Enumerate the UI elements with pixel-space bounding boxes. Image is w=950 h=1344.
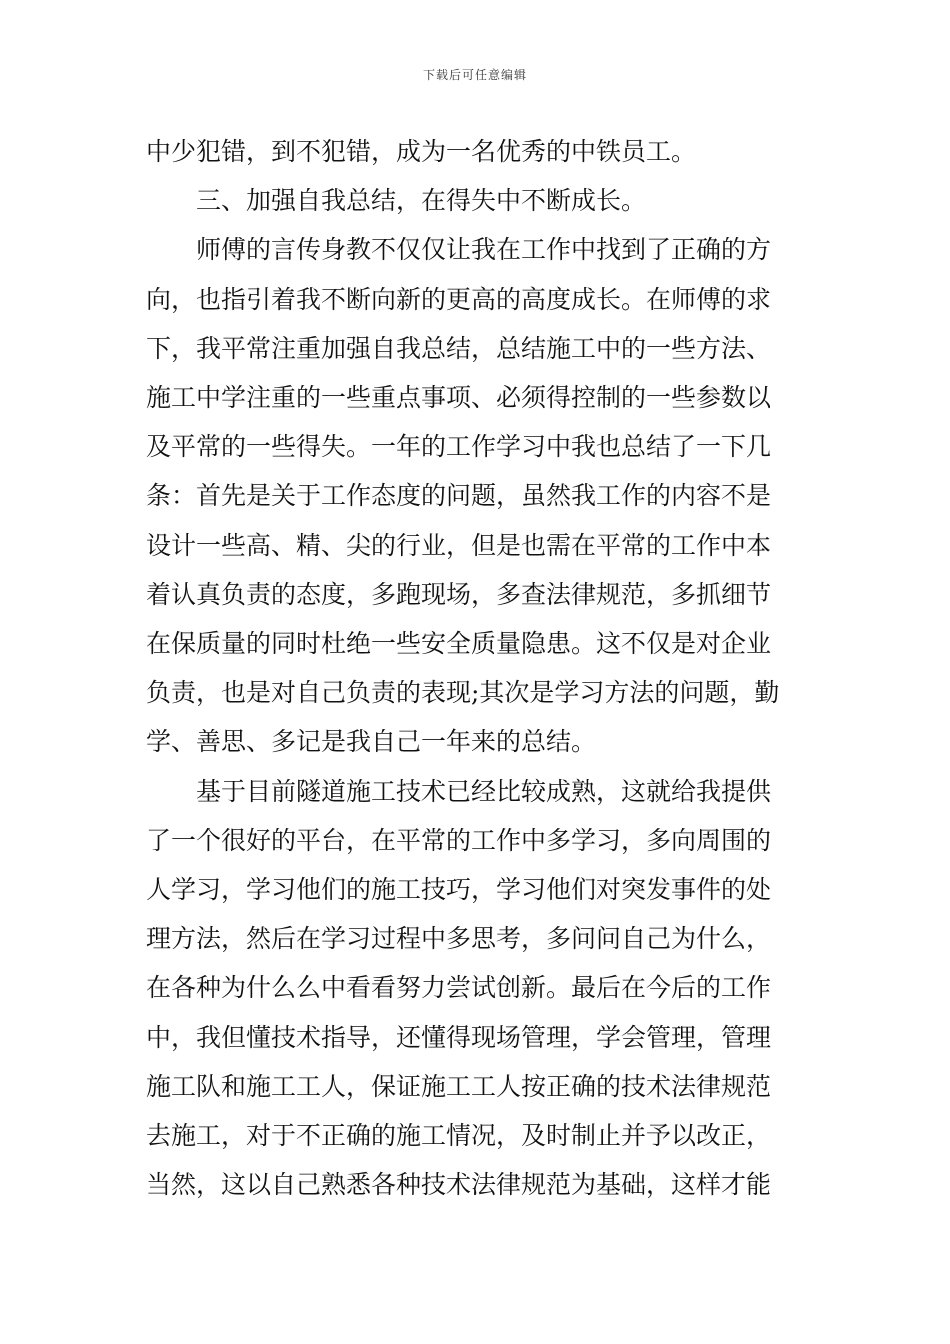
- text-line: 条：首先是关于工作态度的问题，虽然我工作的内容不是: [146, 481, 772, 511]
- text-line: 设计一些高、精、尖的行业，但是也需在平常的工作中本: [146, 530, 772, 560]
- text-line: 人学习，学习他们的施工技巧，学习他们对突发事件的处: [146, 875, 772, 905]
- text-line: 基于目前隧道施工技术已经比较成熟，这就给我提供: [196, 776, 772, 806]
- text-line: 及平常的一些得失。一年的工作学习中我也总结了一下几: [146, 432, 772, 462]
- text-line: 中少犯错，到不犯错，成为一名优秀的中铁员工。: [146, 137, 697, 166]
- text-line: 在各种为什么么中看看努力尝试创新。最后在今后的工作: [146, 973, 772, 1003]
- text-line: 理方法，然后在学习过程中多思考，多问问自己为什么，: [146, 924, 772, 954]
- text-line: 着认真负责的态度，多跑现场，多查法律规范，多抓细节: [146, 579, 772, 609]
- text-line: 下，我平常注重加强自我总结，总结施工中的一些方法、: [146, 333, 772, 363]
- text-line: 施工中学注重的一些重点事项、必须得控制的一些参数以: [146, 383, 772, 413]
- section-heading: 三、加强自我总结，在得失中不断成长。: [196, 186, 647, 216]
- text-line: 施工队和施工工人，保证施工工人按正确的技术法律规范: [146, 1071, 772, 1101]
- text-line: 在保质量的同时杜绝一些安全质量隐患。这不仅是对企业: [146, 629, 772, 659]
- text-line: 学、善思、多记是我自己一年来的总结。: [146, 727, 597, 757]
- text-line: 向，也指引着我不断向新的更高的高度成长。在师傅的求: [146, 284, 772, 314]
- text-line: 去施工，对于不正确的施工情况，及时制止并予以改正，: [146, 1121, 772, 1151]
- text-line: 师傅的言传身教不仅仅让我在工作中找到了正确的方: [196, 235, 772, 265]
- page-header: 下载后可任意编辑: [422, 68, 527, 82]
- text-line: 负责，也是对自己负责的表现;其次是学习方法的问题，勤: [146, 678, 780, 708]
- text-line: 了一个很好的平台，在平常的工作中多学习，多向周围的: [146, 825, 772, 855]
- text-line: 当然，这以自己熟悉各种技术法律规范为基础，这样才能: [146, 1170, 772, 1200]
- text-line: 中，我但懂技术指导，还懂得现场管理，学会管理，管理: [146, 1022, 772, 1052]
- document-body: [146, 127, 808, 1209]
